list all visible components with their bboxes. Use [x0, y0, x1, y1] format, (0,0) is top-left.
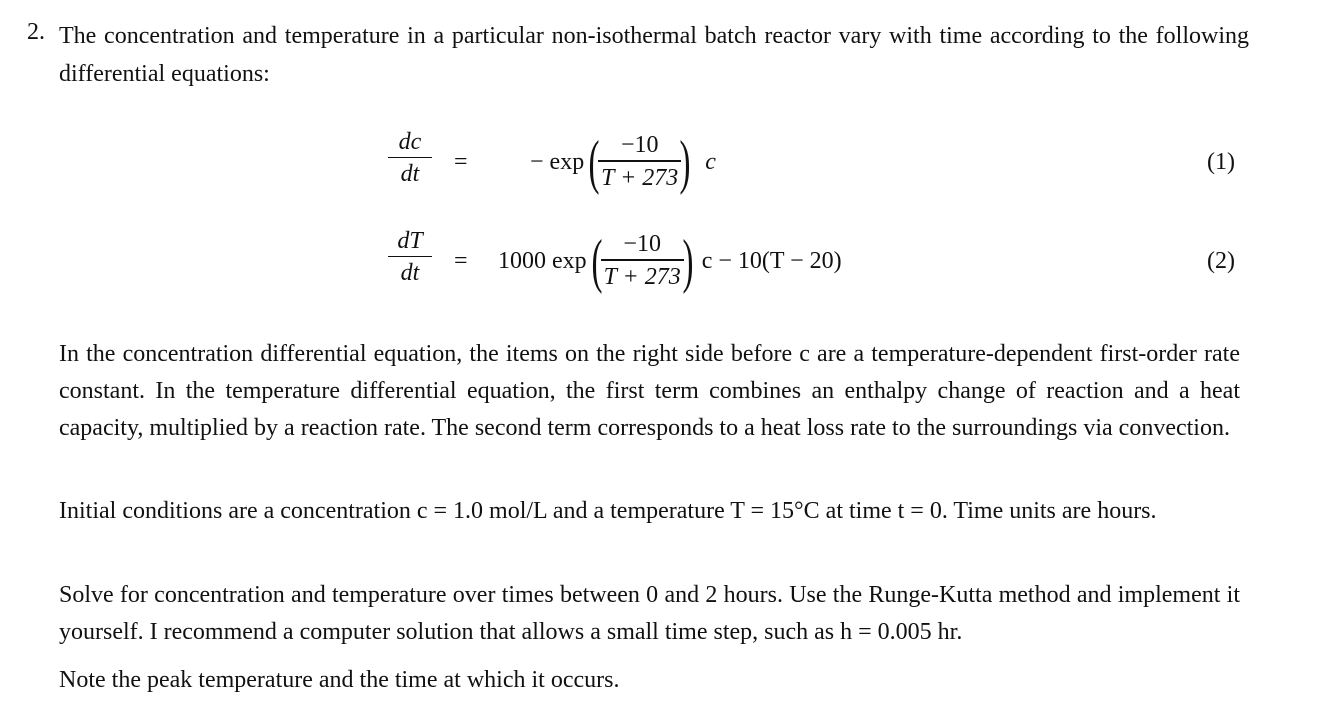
problem-intro: The concentration and temperature in a particular non-isothermal batch reactor vary with time according to the following differential equations:	[59, 23, 1249, 87]
equation-2	[0, 226, 1320, 306]
equation-2-exponent-numerator: −10	[623, 231, 661, 258]
right-paren: )	[682, 228, 694, 294]
equation-1	[0, 127, 1320, 207]
paragraph-rate-explanation: In the concentration differential equation, the items on the right side before c are a temperature-dependent first-order rate constant. In the temperature differential equation, the first term combines an enthalpy change of reaction and a heat capacity, multiplied by a reaction rate. The second term corresponds to a heat loss rate to the surroundings via convection.	[59, 341, 1240, 441]
paragraph-solve-instructions: Solve for concentration and temperature over times between 0 and 2 hours. Use the Runge-Kutta method and implement it yourself. I recommend a computer solution that allows a small time step, such as h = 0.005 hr.	[59, 582, 1240, 645]
equation-1-exponent-numerator: −10	[620, 132, 659, 159]
equation-1-equals: =	[454, 149, 468, 175]
equation-1-tail: c	[705, 148, 716, 175]
left-paren: (	[588, 129, 600, 195]
equation-2-tail: c − 10(T − 20)	[701, 247, 842, 274]
equation-2-equals: =	[454, 248, 468, 274]
equation-1-exponent-fraction	[598, 130, 681, 193]
equation-2-lhs	[388, 226, 432, 289]
equation-2-lhs-denominator: dt	[400, 260, 420, 287]
equation-1-lhs	[388, 127, 432, 190]
equation-1-lhs-denominator: dt	[400, 161, 420, 188]
equation-1-rhs	[530, 127, 716, 197]
equation-1-exponent-denominator: T + 273	[601, 164, 679, 191]
equation-1-number: (1)	[1207, 149, 1235, 175]
paragraph-initial-conditions: Initial conditions are a concentration c = 1.0 mol/L and a temperature T = 15°C at time t = 0. Time units are hours.	[59, 498, 1157, 524]
equation-1-lhs-numerator: dc	[398, 129, 422, 155]
equation-2-lhs-numerator: dT	[397, 228, 423, 254]
left-paren: (	[591, 228, 603, 294]
equation-2-exponent-denominator: T + 273	[603, 263, 681, 290]
equation-2-number: (2)	[1207, 248, 1235, 274]
right-paren: )	[679, 129, 691, 195]
equation-1-coefficient: − exp	[530, 148, 585, 175]
paragraph-peak-note: Note the peak temperature and the time at which it occurs.	[59, 667, 620, 693]
equation-2-rhs	[498, 226, 842, 296]
problem-number: 2.	[27, 19, 45, 45]
equation-2-exponent-fraction	[601, 229, 684, 292]
equation-2-coefficient: 1000 exp	[498, 247, 587, 274]
